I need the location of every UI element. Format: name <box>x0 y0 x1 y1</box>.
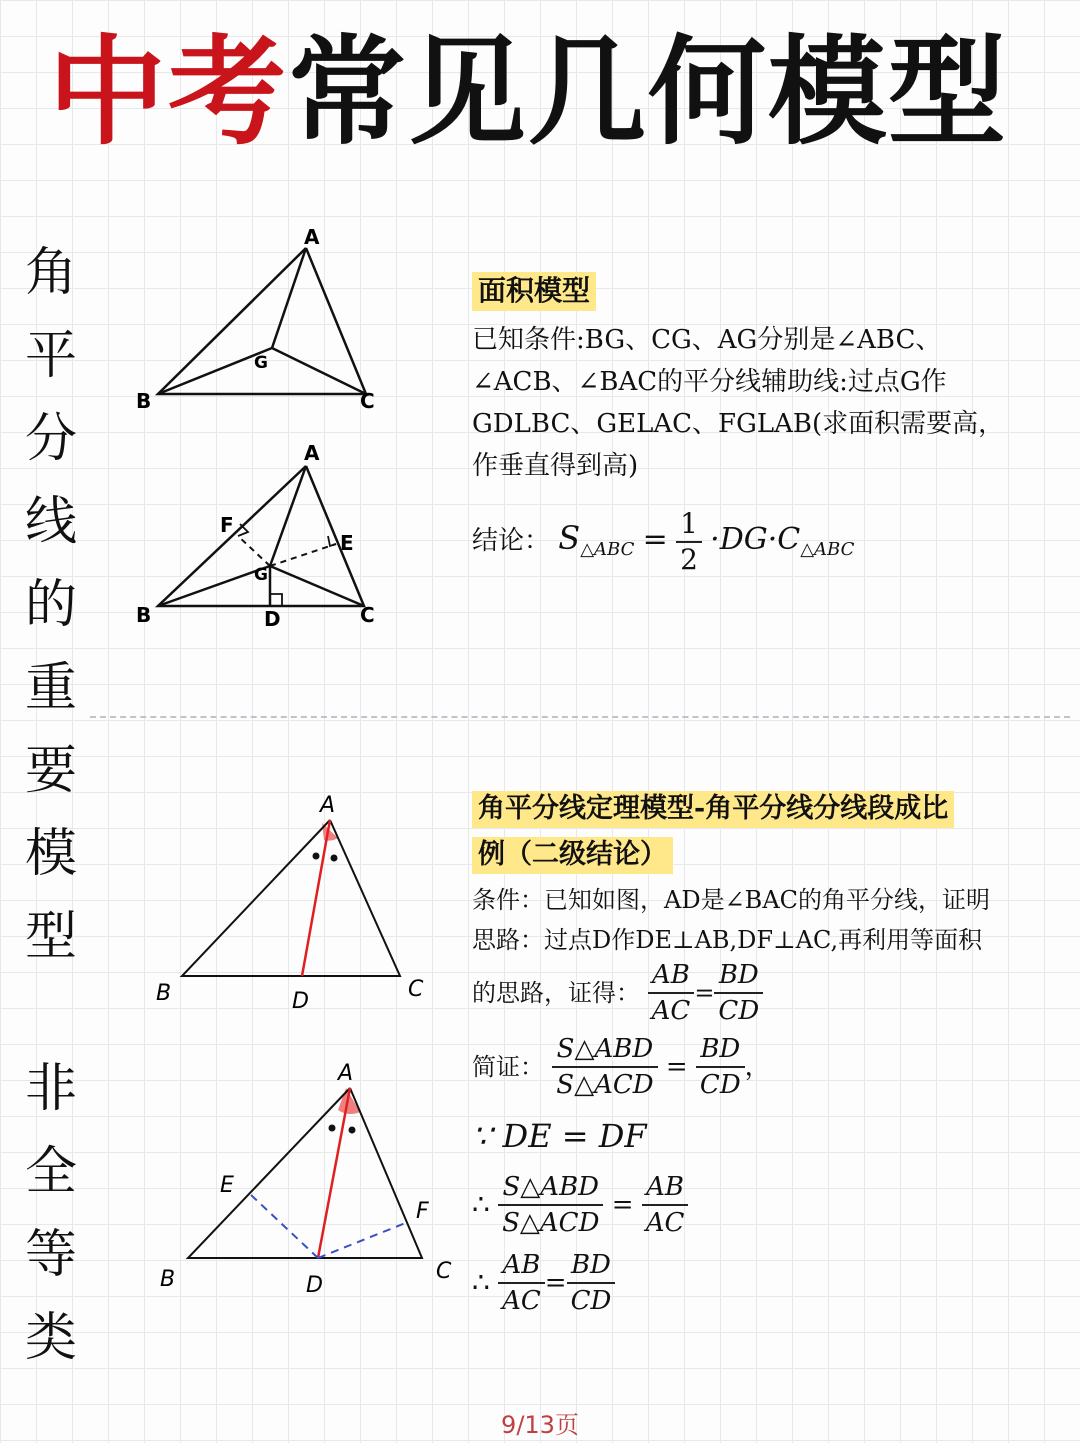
fraction-numerator: S△ABD <box>498 1170 603 1206</box>
label-D: D <box>264 607 281 631</box>
formula-rhs-sub: △ABC <box>800 539 855 561</box>
label-C: C <box>360 389 375 413</box>
side-char: 线 <box>24 492 77 552</box>
side-char: 全 <box>24 1142 77 1202</box>
side-char: 重 <box>24 658 77 718</box>
equals-sign: = <box>611 1190 634 1220</box>
page-number: 9/13页 <box>501 1411 579 1439</box>
fraction-denominator: AC <box>645 1208 685 1238</box>
side-char: 要 <box>24 741 77 801</box>
fraction-denominator: CD <box>570 1286 612 1316</box>
fraction-denominator: S△ACD <box>556 1070 654 1100</box>
ratio-area <box>498 1170 603 1240</box>
section1-line: GDLBC、GELAC、FGLAB(求面积需要高， <box>472 409 1005 439</box>
conclusion-label: 结论： <box>472 526 551 556</box>
formula-lhs-sub: △ABC <box>580 539 635 561</box>
formula-mid: ·DG·C <box>710 522 801 557</box>
side-char: 等 <box>24 1225 77 1285</box>
therefore-symbol: ∴ <box>472 1188 490 1221</box>
side-label-top <box>18 232 84 979</box>
ratio-ab-ac <box>648 958 695 1028</box>
label-D: D <box>292 989 309 1014</box>
label-A: A <box>320 793 336 818</box>
label-G: G <box>254 353 268 373</box>
fraction-denominator: AC <box>502 1286 541 1316</box>
label-E: E <box>340 531 354 555</box>
label-C: C <box>408 977 424 1002</box>
ratio-ab-ac <box>498 1248 545 1318</box>
label-A: A <box>338 1061 354 1086</box>
because-line: ∵ DE = DF <box>472 1117 647 1155</box>
side-char: 非 <box>24 1059 77 1119</box>
section-area-model <box>472 270 1072 577</box>
label-E: E <box>220 1173 234 1198</box>
fraction-numerator: BD <box>714 958 763 994</box>
label-F: F <box>220 513 234 537</box>
therefore-symbol: ∴ <box>472 1266 490 1299</box>
condition-text: 条件：已知如图，AD是∠BAC的角平分线，证明 <box>472 886 991 914</box>
idea-result <box>472 958 1072 1028</box>
formula-eq: = <box>642 522 668 557</box>
equals-sign: = <box>544 1268 567 1298</box>
formula-half <box>676 507 702 577</box>
figure-angle-bisector <box>150 790 440 1020</box>
fraction-numerator: AB <box>642 1170 689 1206</box>
fraction-numerator: 1 <box>676 507 702 543</box>
section2-heading-line1: 角平分线定理模型-角平分线分线段成比 <box>472 791 954 828</box>
fraction-numerator: BD <box>696 1032 745 1068</box>
equals-sign: = <box>694 979 715 1007</box>
idea-text: 思路：过点D作DE⊥AB,DF⊥AC,再利用等面积 <box>472 926 983 954</box>
ratio-bd-cd <box>696 1032 745 1102</box>
section1-line: 已知条件:BG、CG、AG分别是∠ABC、 <box>472 325 942 355</box>
label-G: G <box>254 565 268 585</box>
section-bisector-theorem <box>472 786 1072 1318</box>
equals-sign: = <box>665 1052 688 1082</box>
ratio-ab-ac <box>642 1170 689 1240</box>
label-D: D <box>306 1273 323 1298</box>
therefore-line-1 <box>472 1170 1072 1240</box>
section1-heading: 面积模型 <box>472 272 596 311</box>
label-B: B <box>156 981 172 1006</box>
section1-line: ∠ACB、∠BAC的平分线辅助线:过点G作 <box>472 367 947 397</box>
side-char: 模 <box>24 824 77 884</box>
proof-label: 简证： <box>472 1053 544 1081</box>
fraction-denominator: CD <box>718 996 760 1026</box>
label-A: A <box>304 441 320 465</box>
ratio-bd-cd <box>714 958 763 1028</box>
therefore-line-2 <box>472 1248 1072 1318</box>
ratio-area <box>552 1032 657 1102</box>
figure-incenter-heights <box>130 440 390 636</box>
label-C: C <box>436 1259 452 1284</box>
fraction-numerator: AB <box>648 958 695 994</box>
fraction-numerator: S△ABD <box>552 1032 657 1068</box>
figure-angle-bisector-proof <box>150 1058 470 1308</box>
figure-incenter <box>130 222 390 418</box>
page-title <box>48 22 1048 162</box>
side-label-bottom <box>18 1048 84 1380</box>
label-B: B <box>160 1267 176 1292</box>
section-divider <box>90 716 1070 718</box>
label-C: C <box>360 603 375 627</box>
label-B: B <box>136 389 152 413</box>
fraction-denominator: CD <box>699 1070 741 1100</box>
label-F: F <box>416 1199 429 1224</box>
formula-lhs: S <box>558 519 581 557</box>
side-char: 分 <box>24 409 77 469</box>
comma: ， <box>744 1052 771 1082</box>
proof-line <box>472 1032 1072 1102</box>
fraction-numerator: BD <box>567 1248 616 1284</box>
fraction-denominator: 2 <box>680 543 698 576</box>
side-char: 型 <box>24 907 77 967</box>
side-char: 平 <box>24 326 77 386</box>
ratio-bd-cd <box>567 1248 616 1318</box>
side-char: 类 <box>24 1308 77 1368</box>
fraction-denominator: S△ACD <box>502 1208 600 1238</box>
label-B: B <box>136 603 152 627</box>
section1-line: 作垂直得到高) <box>472 451 639 481</box>
fraction-denominator: AC <box>651 996 691 1026</box>
fraction-numerator: AB <box>498 1248 545 1284</box>
idea-cont: 的思路，证得： <box>472 979 640 1007</box>
section2-heading-line2: 例（二级结论） <box>472 837 673 874</box>
area-conclusion <box>472 507 1072 577</box>
title-black: 常见几何模型 <box>288 23 1009 161</box>
side-char: 的 <box>24 575 77 635</box>
side-char: 角 <box>24 243 77 303</box>
title-red: 中考 <box>48 23 289 161</box>
label-A: A <box>304 225 320 249</box>
